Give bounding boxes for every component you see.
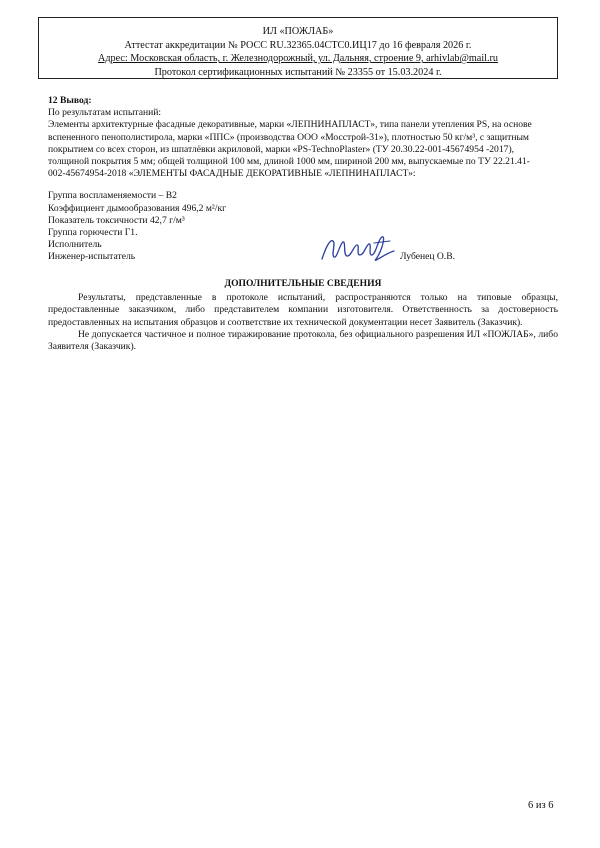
- protocol-line: Протокол сертификационных испытаний № 23355 от 15.03.2024 г.: [154, 66, 442, 78]
- conclusion-line: покрытием со всех сторон, из шпатлёвки акриловой, марки «PS-TechnoPlaster» (ТУ 20.30.22-001-45674954 -2017),: [48, 143, 515, 155]
- accreditation-line: Аттестат аккредитации № РОСС RU.32365.04СТС0.ИЦ17 до 16 февраля 2026 г.: [124, 39, 472, 51]
- additional-paragraph: Не допускается частичное и полное тиражирование протокола, без официального разрешения ИЛ «ПОЖЛАБ», либо Заявителя (Заказчик).: [48, 328, 558, 353]
- engineer-name: Лубенец О.В.: [400, 251, 455, 263]
- conclusion-line: вспененного пенополистирола, марки «ППС» (производства ООО «Мосстрой-31»), плотностью 50 кг/м³, с защитным: [48, 131, 529, 143]
- conclusion-section: [48, 95, 558, 264]
- conclusion-heading: 12 Вывод:: [48, 95, 92, 106]
- conclusion-line: 002-45674954-2018 «ЭЛЕМЕНТЫ ФАСАДНЫЕ ДЕКОРАТИВНЫЕ «ЛЕПНИНАПЛАСТ»:: [48, 168, 416, 180]
- result-combustibility: Группа горючести Г1.: [48, 227, 138, 239]
- conclusion-line: Элементы архитектурные фасадные декоративные, марки «ЛЕПНИНАПЛАСТ», типа панели утепления PS, на основе: [48, 119, 532, 131]
- additional-paragraph: Результаты, представленные в протоколе испытаний, распространяются только на типовые образцы, предоставленные заказчиком, либо представителем компании изготовителя. Ответственность за достоверность предоставленных на испытания образцов и соответствие их технической документации несет Заявитель (Заказчик).: [48, 292, 558, 328]
- page-number: 6 из 6: [528, 800, 554, 811]
- header-box: [38, 17, 558, 79]
- result-smoke: Коэффициент дымообразования 496,2 м²/кг: [48, 202, 227, 214]
- conclusion-line: толщиной покрытия 5 мм; общей толщиной 100 мм, длиной 1000 мм, шириной 200 мм, выпускаемые по ТУ 22.21.41-: [48, 156, 530, 168]
- additional-title: ДОПОЛНИТЕЛЬНЫЕ СВЕДЕНИЯ: [224, 278, 382, 289]
- signature-row: [48, 251, 558, 263]
- conclusion-line: По результатам испытаний:: [48, 107, 162, 119]
- result-flammability: Группа воспламеняемости – В2: [48, 190, 177, 202]
- executor-label: Исполнитель: [48, 239, 102, 251]
- engineer-label: Инженер-испытатель: [48, 251, 136, 263]
- lab-name: ИЛ «ПОЖЛАБ»: [262, 26, 334, 37]
- signature-image: [316, 229, 396, 269]
- additional-section: [48, 278, 558, 353]
- result-toxicity: Показатель токсичности 42,7 г/м³: [48, 214, 185, 226]
- address-line: Адрес: Московская область, г. Железнодорожный, ул. Дальняя, строение 9, arhivlab@mail.ru: [97, 53, 499, 64]
